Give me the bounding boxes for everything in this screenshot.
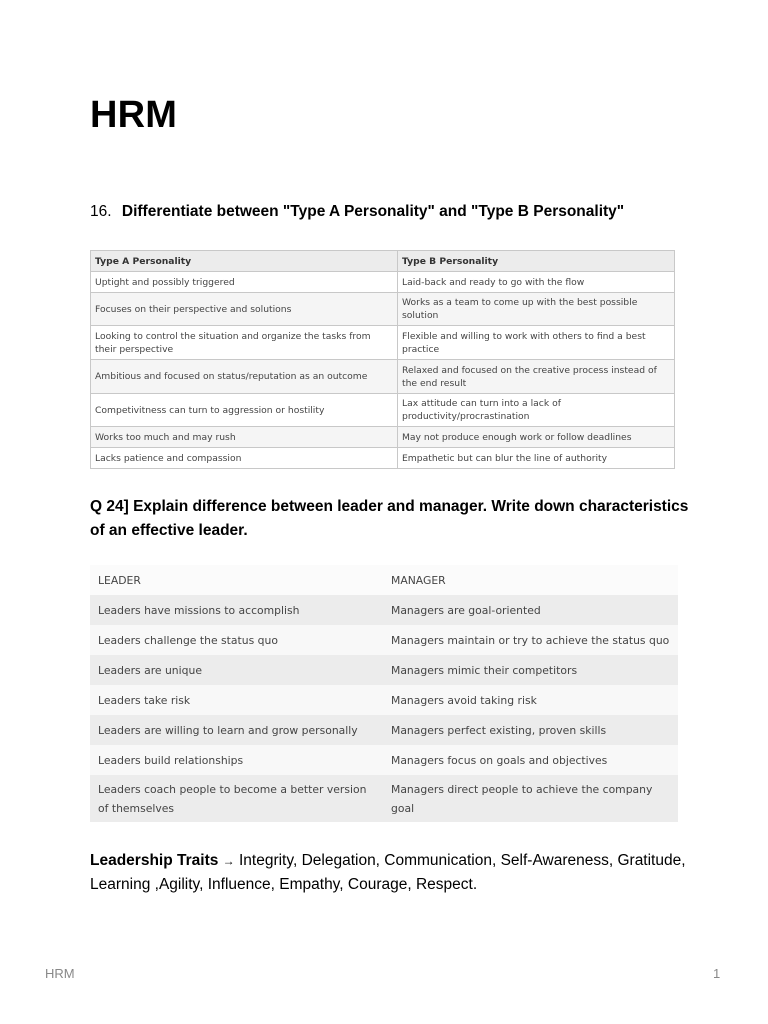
question-16: [90, 203, 624, 221]
table-cell: May not produce enough work or follow deadlines: [398, 427, 675, 448]
table-row: [90, 655, 678, 685]
table-cell: Managers are goal-oriented: [383, 595, 678, 625]
column-header: LEADER: [90, 565, 383, 595]
table-cell: Uptight and possibly triggered: [91, 272, 398, 293]
column-header: Type B Personality: [398, 251, 675, 272]
table-header-row: [91, 251, 675, 272]
table-row: [90, 625, 678, 655]
table-row: [90, 775, 678, 822]
table-cell: Leaders coach people to become a better version of themselves: [90, 775, 383, 822]
leadership-traits: [90, 849, 690, 896]
table-row: [91, 427, 675, 448]
table-cell: Managers maintain or try to achieve the status quo: [383, 625, 678, 655]
table-row: [90, 715, 678, 745]
leader-manager-table: [90, 565, 678, 822]
table-row: [90, 685, 678, 715]
table-cell: Laid-back and ready to go with the flow: [398, 272, 675, 293]
table-cell: Lacks patience and compassion: [91, 448, 398, 469]
column-header: MANAGER: [383, 565, 678, 595]
arrow-icon: →: [222, 854, 235, 868]
column-header: Type A Personality: [91, 251, 398, 272]
table-cell: Looking to control the situation and organize the tasks from their perspective: [91, 326, 398, 360]
table-cell: Managers avoid taking risk: [383, 685, 678, 715]
table-cell: Lax attitude can turn into a lack of productivity/procrastination: [398, 394, 675, 427]
table-cell: Managers direct people to achieve the company goal: [383, 775, 678, 822]
table-cell: Empathetic but can blur the line of authority: [398, 448, 675, 469]
table-cell: Managers perfect existing, proven skills: [383, 715, 678, 745]
table-row: [91, 394, 675, 427]
page-number: 1: [713, 966, 721, 981]
table-row: [90, 595, 678, 625]
table-header-row: [90, 565, 678, 595]
table-row: [91, 448, 675, 469]
table-cell: Leaders take risk: [90, 685, 383, 715]
question-text: Differentiate between "Type A Personality" and "Type B Personality": [121, 203, 625, 220]
table-cell: Works as a team to come up with the best possible solution: [398, 293, 675, 326]
question-number: 16.: [90, 203, 112, 220]
table-cell: Leaders build relationships: [90, 745, 383, 775]
table-cell: Focuses on their perspective and solutions: [91, 293, 398, 326]
table-cell: Relaxed and focused on the creative process instead of the end result: [398, 360, 675, 394]
table-cell: Leaders challenge the status quo: [90, 625, 383, 655]
table-row: [90, 745, 678, 775]
question-24: Q 24] Explain difference between leader and manager. Write down characteristics of an effective leader.: [90, 498, 689, 539]
traits-label: Leadership Traits: [90, 852, 219, 869]
table-cell: Leaders are willing to learn and grow personally: [90, 715, 383, 745]
page-title: HRM: [90, 94, 178, 136]
table-cell: Flexible and willing to work with others to find a best practice: [398, 326, 675, 360]
table-cell: Leaders are unique: [90, 655, 383, 685]
table-cell: Competivitness can turn to aggression or hostility: [91, 394, 398, 427]
personality-table: [90, 250, 675, 469]
table-cell: Works too much and may rush: [91, 427, 398, 448]
footer-title: HRM: [45, 966, 75, 981]
table-row: [91, 360, 675, 394]
table-cell: Managers focus on goals and objectives: [383, 745, 678, 775]
table-row: [91, 272, 675, 293]
table-row: [91, 293, 675, 326]
traits-list: Integrity, Delegation, Communication, Self-Awareness, Gratitude, Learning ,Agility, Influence, Empathy, Courage, Respect.: [90, 852, 686, 893]
table-cell: Leaders have missions to accomplish: [90, 595, 383, 625]
table-cell: Managers mimic their competitors: [383, 655, 678, 685]
table-row: [91, 326, 675, 360]
table-cell: Ambitious and focused on status/reputation as an outcome: [91, 360, 398, 394]
